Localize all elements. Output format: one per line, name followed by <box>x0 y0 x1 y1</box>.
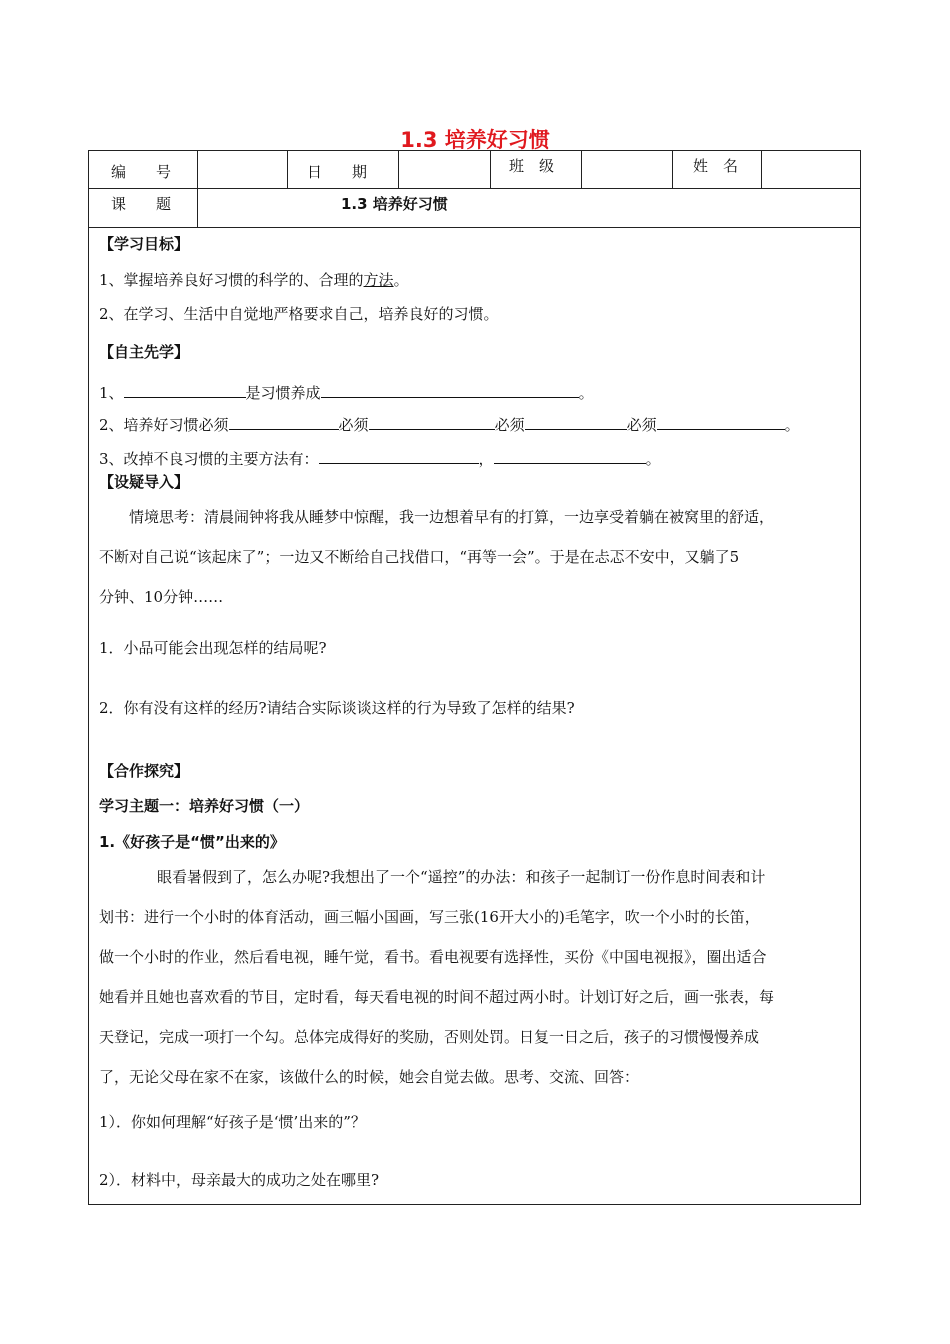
q1-number: 1、 <box>99 384 124 402</box>
explore-line: 眼看暑假到了，怎么办呢?我想出了一个“遥控”的办法：和孩子一起制订一份作息时间表和计 <box>157 868 766 886</box>
row-divider <box>89 227 860 228</box>
explore-line: 她看并且她也喜欢看的节目，定时看，每天看电视的时间不超过两小时。计划订好之后，画一张表，每 <box>99 988 775 1006</box>
intro-line: 不断对自己说“该起床了”；一边又不断给自己找借口，“再等一会”。于是在忐忑不安中，又躺了5 <box>99 548 740 566</box>
objective-underlined-word: 方法 <box>363 271 394 289</box>
fill-question-3 <box>99 448 661 469</box>
intro-heading: 【设疑导入】 <box>99 473 190 491</box>
answer-blank[interactable] <box>229 415 339 430</box>
intro-line: 分钟、10分钟…… <box>99 588 224 606</box>
fill-question-2 <box>99 414 800 435</box>
col-divider <box>490 151 491 188</box>
explore-line: 做一个小时的作业，然后看电视，睡午觉，看书。看电视要有选择性，买份《中国电视报》，圈出适合 <box>99 948 767 966</box>
explore-line: 天登记，完成一项打一个勾。总体完成得好的奖励，否则处罚。日复一日之后，孩子的习惯慢慢养成 <box>99 1028 760 1046</box>
answer-blank[interactable] <box>321 383 579 398</box>
col-divider <box>761 151 762 188</box>
explore-line: 划书：进行一个小时的体育活动，画三幅小国画，写三张(16开大小的)毛笔字，吹一个小时的长笛， <box>99 908 760 926</box>
answer-blank[interactable] <box>369 415 495 430</box>
col-divider <box>398 151 399 188</box>
intro-question-2: 2．你有没有这样的经历?请结合实际谈谈这样的行为导致了怎样的结果? <box>99 699 575 717</box>
class-label: 班 级 <box>509 157 555 175</box>
objective-text: 。 <box>393 271 409 289</box>
fill-question-1 <box>99 382 594 403</box>
page-title: 1.3 培养好习惯 <box>400 128 550 152</box>
intro-question-1: 1．小品可能会出现怎样的结局呢? <box>99 639 327 657</box>
col-divider <box>581 151 582 188</box>
q1-text: 是习惯养成 <box>245 384 321 402</box>
answer-blank[interactable] <box>124 383 246 398</box>
answer-blank[interactable] <box>525 415 627 430</box>
explore-question-2: 2）．材料中，母亲最大的成功之处在哪里? <box>99 1171 380 1189</box>
worksheet-table <box>88 150 861 1205</box>
explore-question-1: 1）．你如何理解“好孩子是‘惯’出来的”？ <box>99 1113 366 1131</box>
explore-theme: 学习主题一：培养好习惯（一） <box>99 797 310 815</box>
self-study-heading: 【自主先学】 <box>99 343 190 361</box>
row-divider <box>89 188 860 189</box>
col-divider <box>197 188 198 227</box>
topic-value: 1.3 培养好习惯 <box>341 195 448 213</box>
topic-label: 课 题 <box>111 195 172 213</box>
q2-end: 。 <box>784 416 800 434</box>
q2-must: 必须 <box>338 416 369 434</box>
intro-paragraph <box>99 497 851 617</box>
col-divider <box>287 151 288 188</box>
col-divider <box>672 151 673 188</box>
objectives-heading: 【学习目标】 <box>99 235 190 253</box>
q3-end: 。 <box>645 450 661 468</box>
explore-subheading: 1.《好孩子是“惯”出来的》 <box>99 833 285 851</box>
number-label: 编 号 <box>111 163 172 181</box>
q3-sep: ， <box>478 450 494 468</box>
date-label: 日 期 <box>307 163 368 181</box>
q2-text: 2、培养好习惯必须 <box>99 416 229 434</box>
q2-must: 必须 <box>494 416 525 434</box>
answer-blank[interactable] <box>319 449 479 464</box>
objective-item <box>99 269 409 290</box>
q2-must: 必须 <box>626 416 657 434</box>
name-label: 姓 名 <box>693 157 739 175</box>
explore-heading: 【合作探究】 <box>99 762 190 780</box>
explore-line: 了，无论父母在家不在家，该做什么的时候，她会自觉去做。思考、交流、回答： <box>99 1068 640 1086</box>
objective-text: 1、掌握培养良好习惯的科学的、合理的 <box>99 271 364 289</box>
explore-paragraph <box>99 857 851 1097</box>
objective-item: 2、在学习、生活中自觉地严格要求自己，培养良好的习惯。 <box>99 305 499 323</box>
answer-blank[interactable] <box>657 415 785 430</box>
answer-blank[interactable] <box>494 449 646 464</box>
q3-text: 3、改掉不良习惯的主要方法有： <box>99 450 319 468</box>
q1-end: 。 <box>578 384 594 402</box>
col-divider <box>197 151 198 188</box>
intro-line: 情境思考：清晨闹钟将我从睡梦中惊醒，我一边想着早有的打算，一边享受着躺在被窝里的舒适， <box>129 508 775 526</box>
